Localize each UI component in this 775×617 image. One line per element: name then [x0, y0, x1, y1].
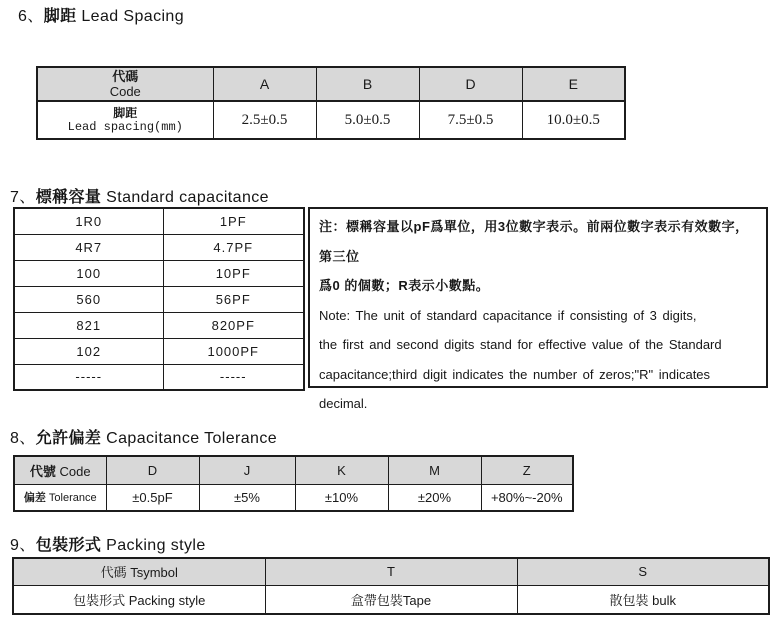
note-line-en-1: Note: The unit of standard capacitance if consisting of 3 digits, — [319, 307, 697, 323]
capacitance-row — [14, 260, 304, 286]
section-8-title-zh: 允許偏差 — [35, 430, 102, 447]
lead-spacing-value-row — [37, 101, 625, 139]
capacitance-value: 4.7PF — [163, 234, 304, 260]
tolerance-col-z: Z — [481, 456, 573, 484]
section-9-title-en: Packing style — [106, 537, 206, 554]
capacitance-code: 560 — [14, 286, 163, 312]
capacitance-code: 821 — [14, 312, 163, 338]
packing-table — [12, 557, 770, 615]
lead-spacing-col-a: A — [213, 67, 316, 101]
tolerance-table — [13, 455, 574, 512]
packing-col-s: S — [517, 558, 769, 585]
lead-spacing-value-b: 5.0±0.5 — [316, 101, 419, 139]
capacitance-value: 820PF — [163, 312, 304, 338]
capacitance-code: 1R0 — [14, 208, 163, 234]
tolerance-col-d: D — [106, 456, 199, 484]
section-9-number: 9、 — [10, 537, 36, 554]
packing-header-row — [13, 558, 769, 585]
packing-value-tape: 盒帶包裝Tape — [265, 585, 517, 614]
section-6-title-en: Lead Spacing — [81, 8, 185, 25]
packing-code-header: 代碼 Tsymbol — [13, 558, 265, 585]
tolerance-value-d: ±0.5pF — [106, 484, 199, 511]
packing-value-bulk: 散包裝 bulk — [517, 585, 769, 614]
tolerance-row-label-zh: 偏差 — [23, 492, 46, 505]
tolerance-col-k: K — [295, 456, 388, 484]
tolerance-code-header-en: Code — [59, 463, 91, 479]
note-line-en-4: decimal. — [319, 396, 368, 411]
capacitance-value: 56PF — [163, 286, 304, 312]
tolerance-value-row — [14, 484, 573, 511]
capacitance-row — [14, 312, 304, 338]
capacitance-row — [14, 364, 304, 390]
tolerance-value-j: ±5% — [199, 484, 295, 511]
section-6-number: 6、 — [18, 8, 44, 25]
capacitance-code: 4R7 — [14, 234, 163, 260]
section-8-title — [10, 425, 277, 448]
section-7-title — [10, 184, 269, 207]
section-8-title-en: Capacitance Tolerance — [106, 430, 278, 447]
capacitance-row — [14, 208, 304, 234]
capacitance-value: 1PF — [163, 208, 304, 234]
lead-spacing-col-d: D — [419, 67, 522, 101]
section-9-title-zh: 包裝形式 — [35, 537, 102, 554]
capacitance-note-box — [308, 207, 768, 411]
tolerance-row-label-en: Tolerance — [48, 492, 97, 505]
tolerance-header-row — [14, 456, 573, 484]
section-9-title — [10, 532, 206, 555]
lead-spacing-value-d: 7.5±0.5 — [419, 101, 522, 139]
packing-col-t: T — [265, 558, 517, 585]
packing-row-label: 包裝形式 Packing style — [13, 585, 265, 614]
tolerance-row-label — [14, 484, 106, 511]
note-line-zh-2: 爲0 的個數；R表示小數點。 — [319, 278, 490, 293]
lead-spacing-code-header — [37, 67, 213, 101]
row-label-zh: 脚距 — [113, 106, 138, 120]
lead-spacing-value-a: 2.5±0.5 — [213, 101, 316, 139]
capacitance-value: 1000PF — [163, 338, 304, 364]
tolerance-value-m: ±20% — [388, 484, 481, 511]
lead-spacing-row-label — [37, 101, 213, 139]
tolerance-value-k: ±10% — [295, 484, 388, 511]
capacitance-value: 10PF — [163, 260, 304, 286]
lead-spacing-col-b: B — [316, 67, 419, 101]
note-line-en-3: capacitance;third digit indicates the number of zeros;"R" indicates — [319, 366, 711, 382]
section-7-number: 7、 — [10, 189, 36, 206]
lead-spacing-header-row — [37, 67, 625, 101]
section-6-title-zh: 脚距 — [43, 8, 77, 25]
lead-spacing-value-e: 10.0±0.5 — [522, 101, 625, 139]
capacitance-code: ----- — [14, 364, 163, 390]
code-header-zh: 代碼 — [112, 69, 139, 84]
capacitance-code-table — [13, 207, 305, 391]
lead-spacing-col-e: E — [522, 67, 625, 101]
code-header-en: Code — [109, 84, 141, 99]
section-8-number: 8、 — [10, 430, 36, 447]
capacitance-row — [14, 234, 304, 260]
capacitance-row — [14, 338, 304, 364]
tolerance-col-m: M — [388, 456, 481, 484]
section-7-title-zh: 標稱容量 — [35, 189, 102, 206]
lead-spacing-table — [36, 66, 626, 140]
capacitance-code: 100 — [14, 260, 163, 286]
tolerance-value-z: +80%~-20% — [481, 484, 573, 511]
packing-value-row — [13, 585, 769, 614]
capacitance-value: ----- — [163, 364, 304, 390]
note-line-en-2: the first and second digits stand for effective value of the Standard — [319, 337, 722, 352]
capacitance-row — [14, 286, 304, 312]
section-7-title-en: Standard capacitance — [106, 189, 269, 206]
tolerance-col-j: J — [199, 456, 295, 484]
section-6-title — [18, 3, 184, 26]
capacitance-code: 102 — [14, 338, 163, 364]
note-line-zh-1: 注：標稱容量以pF爲單位，用3位數字表示。前兩位數字表示有效數字，第三位 — [319, 219, 749, 264]
row-label-en: Lead spacing(mm) — [67, 120, 183, 134]
tolerance-code-header-zh: 代號 — [29, 463, 56, 479]
tolerance-code-header — [14, 456, 106, 484]
